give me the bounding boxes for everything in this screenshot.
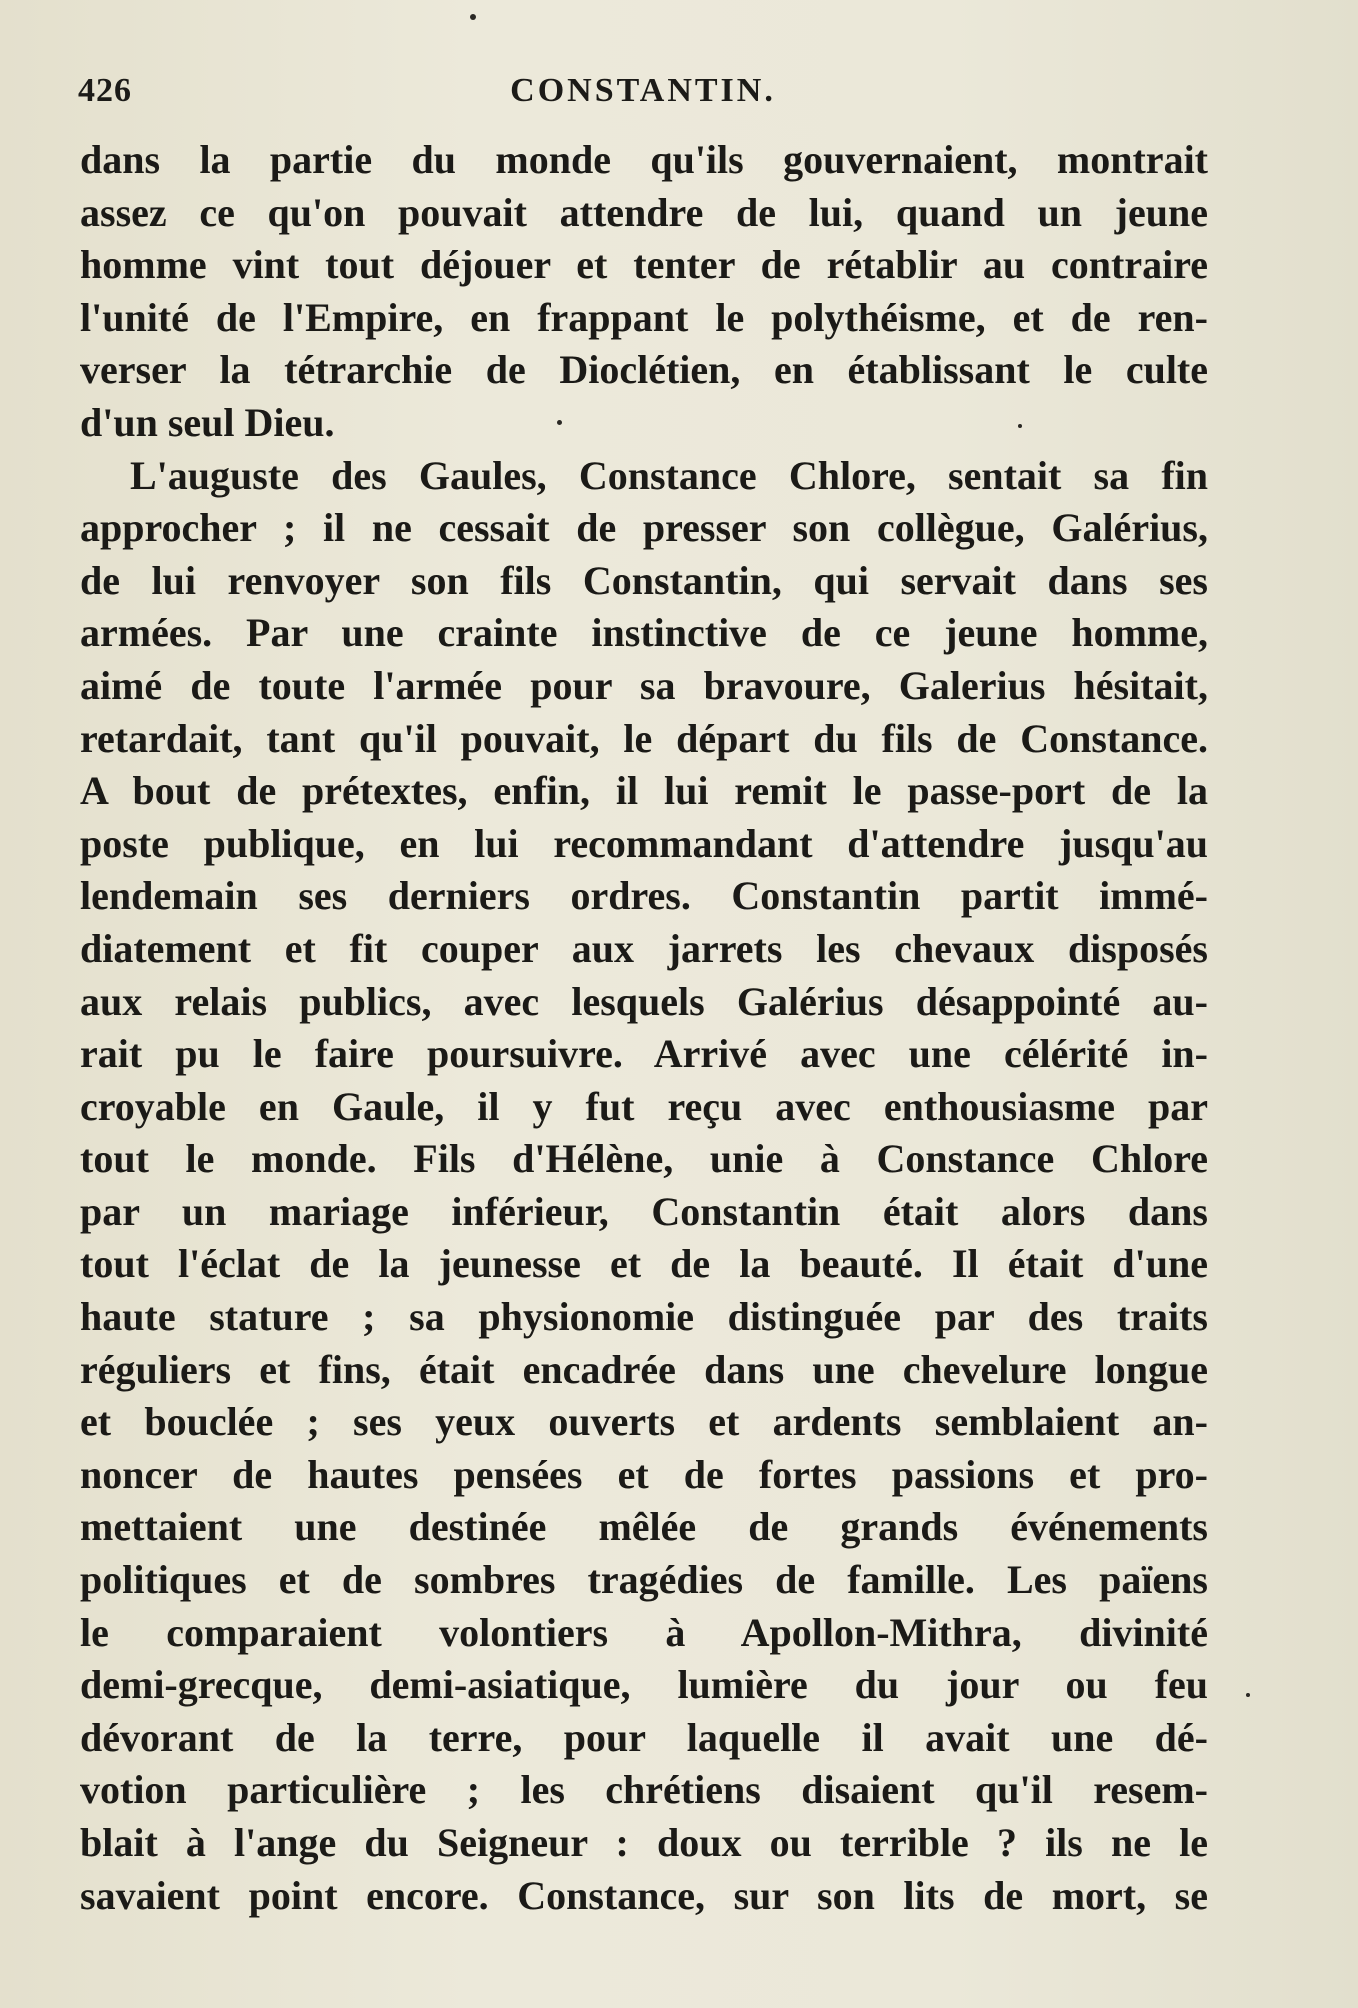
- text-line: homme vint tout déjouer et tenter de rétablir au contraire: [80, 242, 1208, 288]
- text-line: lendemain ses derniers ordres. Constantin partit immé-: [80, 873, 1208, 919]
- text-line: aimé de toute l'armée pour sa bravoure, Galerius hésitait,: [80, 662, 1208, 708]
- text-line: armées. Par une crainte instinctive de ce jeune homme,: [80, 610, 1208, 656]
- text-line: dans la partie du monde qu'ils gouvernaient, montrait: [80, 137, 1208, 182]
- text-line: savaient point encore. Constance, sur son lits de mort, se: [80, 1872, 1208, 1918]
- text-line: assez ce qu'on pouvait attendre de lui, quand un jeune: [80, 189, 1208, 235]
- running-title: CONSTANTIN.: [510, 72, 776, 109]
- ink-speck: [470, 14, 476, 20]
- text-line: noncer de hautes pensées et de fortes passions et pro-: [80, 1451, 1208, 1497]
- text-line: et bouclée ; ses yeux ouverts et ardents semblaient an-: [80, 1399, 1208, 1445]
- text-line: L'auguste des Gaules, Constance Chlore, sentait sa fin: [130, 452, 1208, 498]
- text-line: tout l'éclat de la jeunesse et de la beauté. Il était d'une: [80, 1241, 1208, 1287]
- text-line: A bout de prétextes, enfin, il lui remit le passe-port de la: [80, 768, 1208, 814]
- text-line: rait pu le faire poursuivre. Arrivé avec une célérité in-: [80, 1031, 1208, 1077]
- text-line: de lui renvoyer son fils Constantin, qui servait dans ses: [80, 557, 1208, 603]
- text-line: politiques et de sombres tragédies de famille. Les païens: [80, 1557, 1208, 1603]
- text-line: d'un seul Dieu.: [80, 399, 335, 445]
- text-line: croyable en Gaule, il y fut reçu avec enthousiasme par: [80, 1083, 1208, 1129]
- text-line: réguliers et fins, était encadrée dans une chevelure longue: [80, 1346, 1208, 1392]
- text-line: poste publique, en lui recommandant d'attendre jusqu'au: [80, 820, 1208, 866]
- text-line: retardait, tant qu'il pouvait, le départ du fils de Constance.: [80, 715, 1208, 761]
- page-number: 426: [78, 72, 132, 109]
- text-line: blait à l'ange du Seigneur : doux ou terrible ? ils ne le: [80, 1820, 1208, 1865]
- text-line: par un mariage inférieur, Constantin était alors dans: [80, 1188, 1208, 1234]
- text-line: aux relais publics, avec lesquels Galérius désappointé au-: [80, 978, 1208, 1024]
- body-text: [80, 134, 1208, 1922]
- text-line: verser la tétrarchie de Dioclétien, en établissant le culte: [80, 347, 1208, 393]
- text-line: demi-grecque, demi-asiatique, lumière du jour ou feu: [80, 1662, 1208, 1708]
- text-line: votion particulière ; les chrétiens disaient qu'il resem-: [80, 1767, 1208, 1813]
- running-head: [78, 72, 1208, 116]
- ink-speck: [1246, 1693, 1250, 1697]
- text-line: dévorant de la terre, pour laquelle il avait une dé-: [80, 1714, 1208, 1760]
- text-line: l'unité de l'Empire, en frappant le polythéisme, et de ren-: [80, 294, 1208, 340]
- text-line: tout le monde. Fils d'Hélène, unie à Constance Chlore: [80, 1136, 1208, 1182]
- text-line: diatement et fit couper aux jarrets les chevaux disposés: [80, 925, 1208, 971]
- text-line: haute stature ; sa physionomie distinguée par des traits: [80, 1294, 1208, 1340]
- text-line: le comparaient volontiers à Apollon-Mithra, divinité: [80, 1609, 1208, 1655]
- text-line: mettaient une destinée mêlée de grands événements: [80, 1504, 1208, 1550]
- text-line: approcher ; il ne cessait de presser son collègue, Galérius,: [80, 505, 1208, 551]
